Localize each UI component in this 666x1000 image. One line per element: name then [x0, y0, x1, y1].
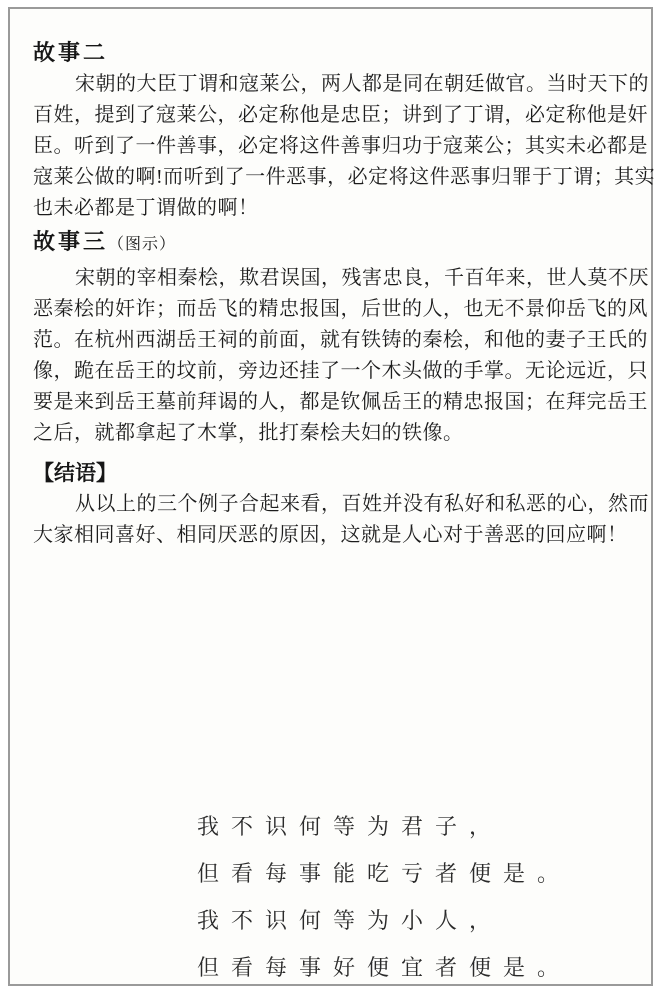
- poem: [197, 803, 631, 991]
- story2-heading: [33, 37, 631, 69]
- text-line: 要是来到岳王墓前拜谒的人，都是钦佩岳王的精忠报国；在拜完岳王: [33, 391, 648, 413]
- text-line: 之后，就都拿起了木掌，批打秦桧夫妇的铁像。: [33, 422, 464, 444]
- poem-line: 但看每事能吃亏者便是。: [197, 861, 572, 886]
- text-line: 恶秦桧的奸诈；而岳飞的精忠报国，后世的人，也无不景仰岳飞的风: [33, 298, 648, 320]
- text-line: 寇莱公做的啊!而听到了一件恶事，必定将这件恶事归罪于丁谓；其实: [33, 166, 656, 188]
- story3-heading-text: 故事三: [33, 229, 109, 254]
- story3-paragraph: [33, 263, 649, 449]
- text-line: 范。在杭州西湖岳王祠的前面，就有铁铸的秦桧，和他的妻子王氏的: [33, 329, 648, 351]
- page-content: [10, 9, 656, 991]
- text-line: 从以上的三个例子合起来看，百姓并没有私好和私恶的心，然而: [75, 493, 649, 515]
- text-line: 宋朝的宰相秦桧，欺君误国，残害忠良，千百年来，世人莫不厌: [75, 267, 649, 289]
- text-line: 也未必都是丁谓做的啊！: [33, 197, 259, 219]
- poem-line: 但看每事好便宜者便是。: [197, 955, 572, 980]
- story3-heading: [33, 226, 631, 261]
- text-line: 像，跪在岳王的坟前，旁边还挂了一个木头做的手掌。无论远近，只: [33, 360, 648, 382]
- story2-heading-text: 故事二: [33, 40, 109, 65]
- page-border-frame: [8, 7, 656, 986]
- conclusion-heading: [33, 457, 631, 489]
- text-line: 宋朝的大臣丁谓和寇莱公，两人都是同在朝廷做官。当时天下的: [75, 73, 649, 95]
- text-line: 臣。听到了一件善事，必定将这件善事归功于寇莱公；其实未必都是: [33, 135, 648, 157]
- poem-line: 我不识何等为君子，: [197, 814, 504, 839]
- text-line: 大家相同喜好、相同厌恶的原因，这就是人心对于善恶的回应啊！: [33, 524, 628, 546]
- story2-paragraph: [33, 69, 656, 224]
- poem-line: 我不识何等为小人，: [197, 908, 504, 933]
- story3-heading-note: （图示）: [108, 236, 177, 253]
- text-line: 百姓，提到了寇莱公，必定称他是忠臣；讲到了丁谓，必定称他是奸: [33, 104, 648, 126]
- conclusion-paragraph: [33, 489, 649, 551]
- conclusion-heading-text: 【结语】: [33, 461, 117, 485]
